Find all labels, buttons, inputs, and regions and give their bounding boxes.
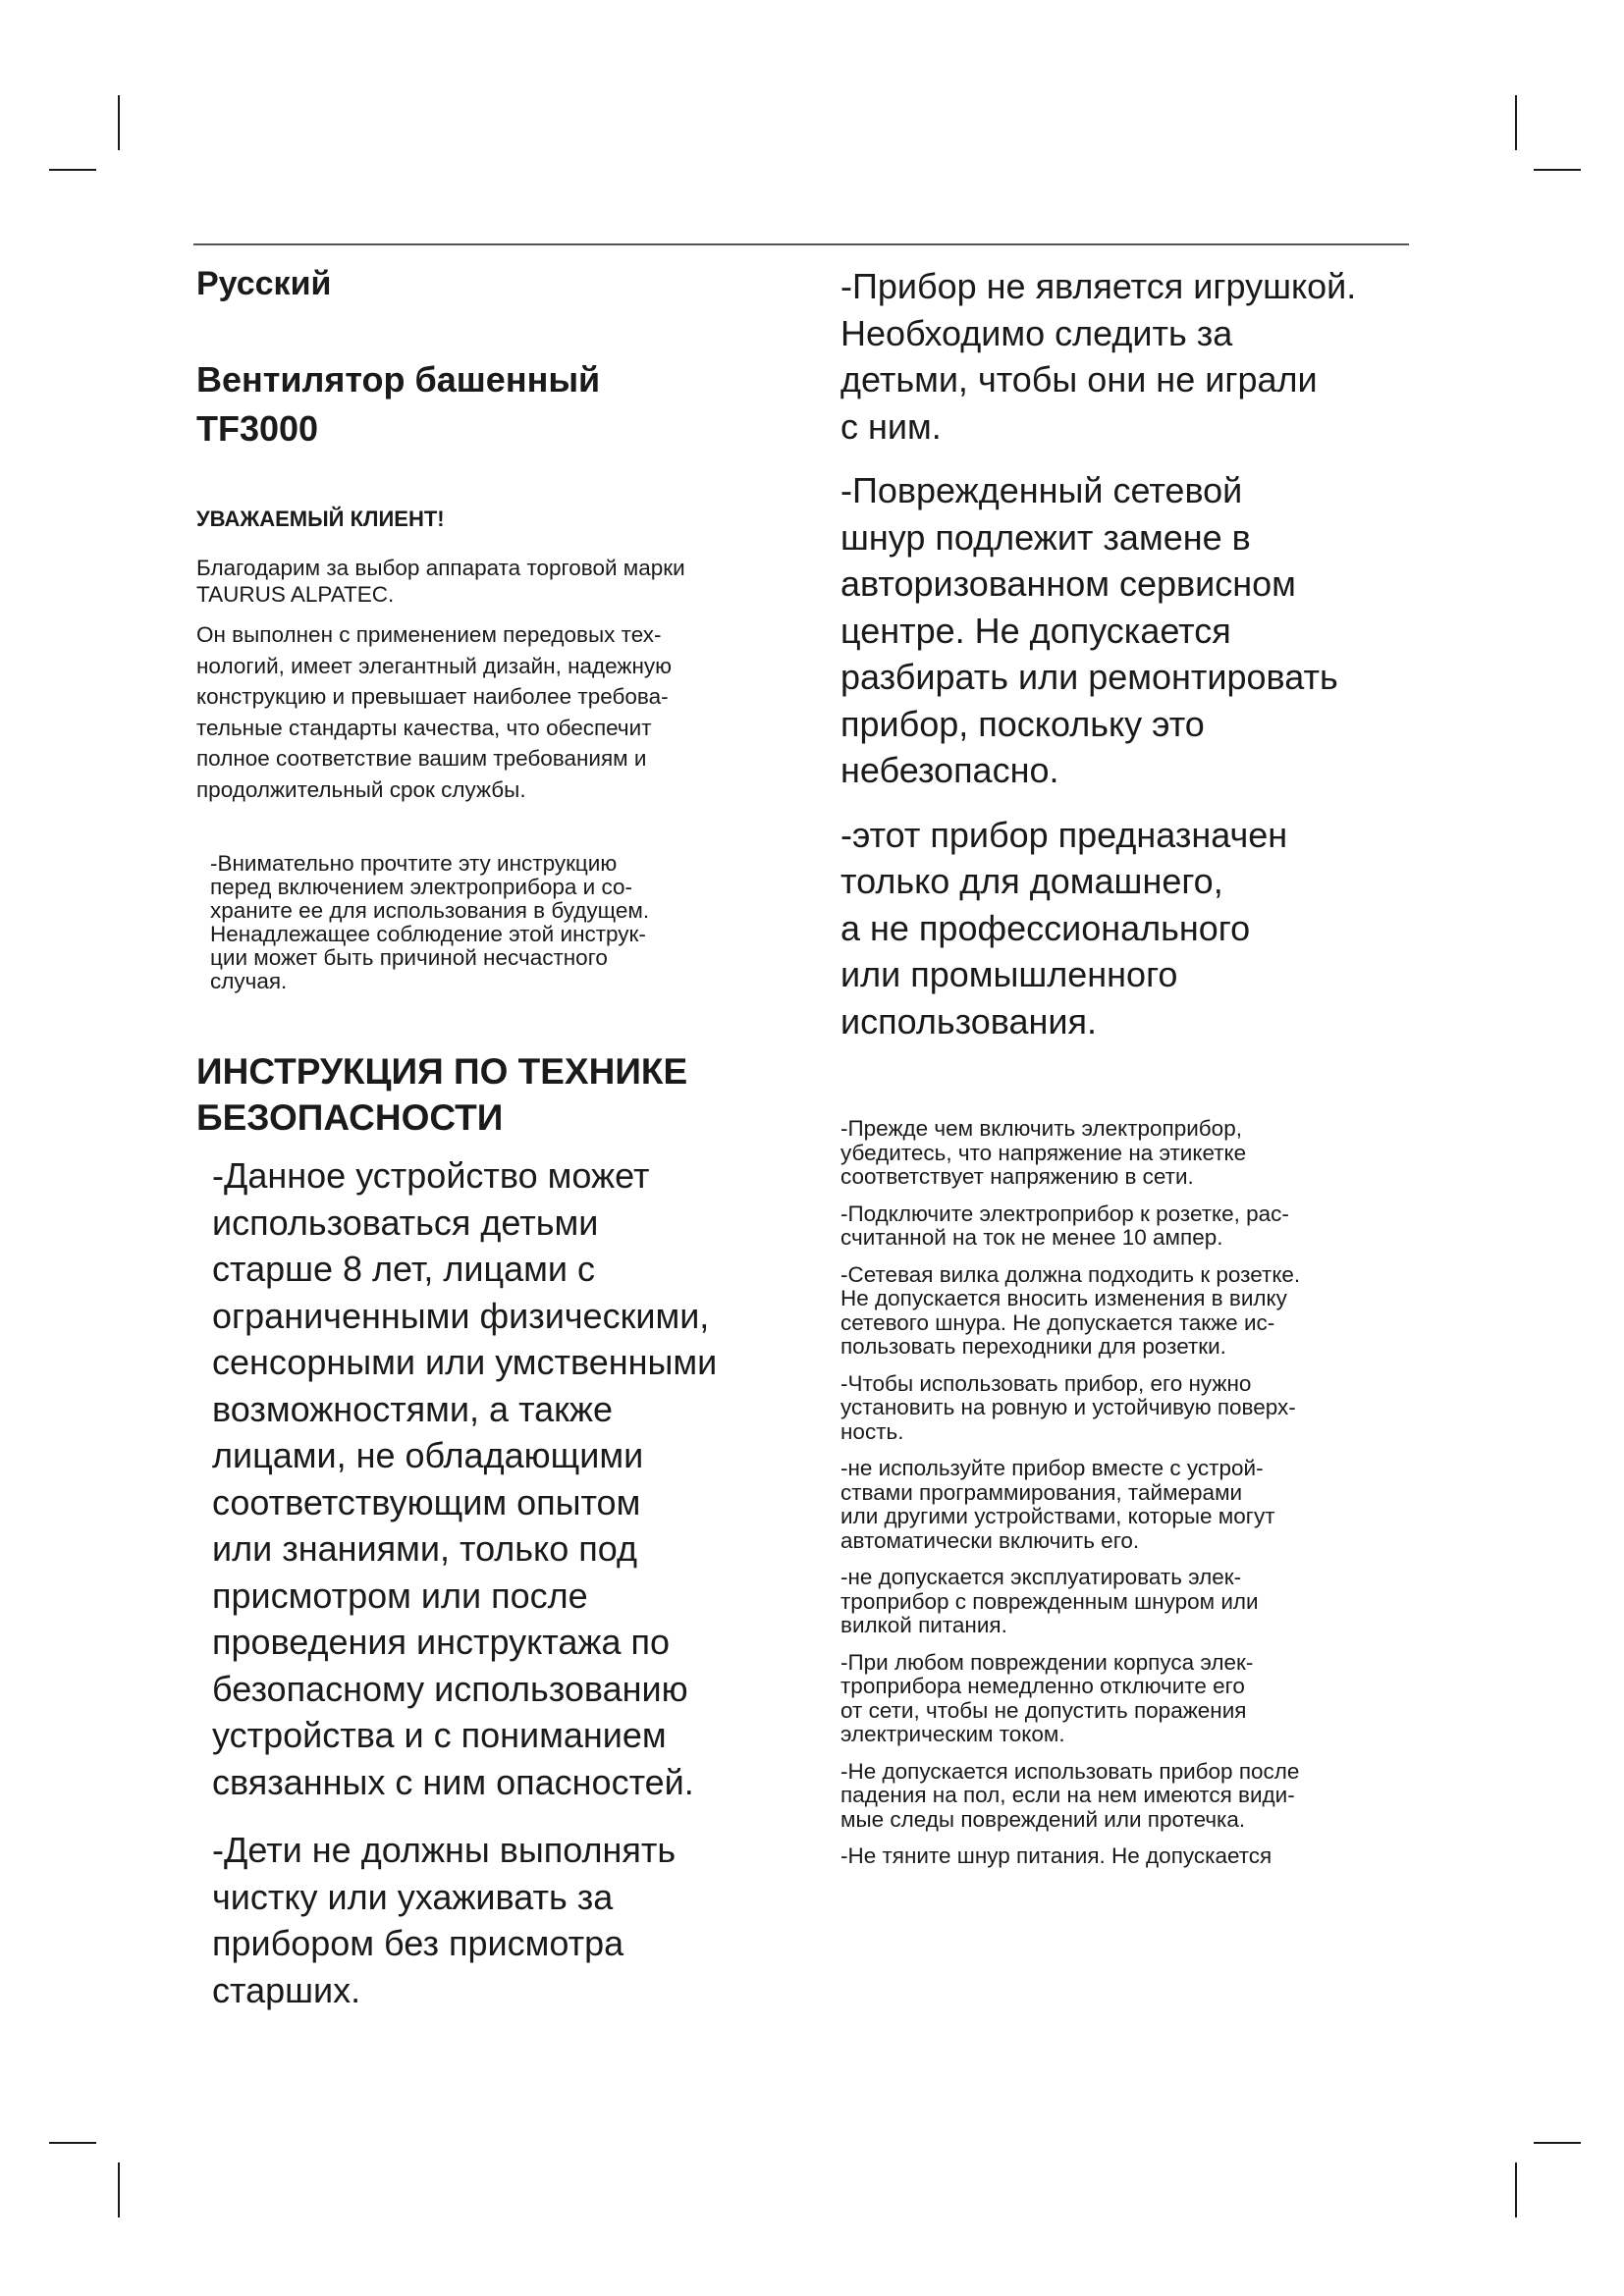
header-rule — [193, 243, 1409, 245]
crop-mark-bottom-left-horizontal — [49, 2142, 96, 2144]
safety-item-household-use: -этот прибор предназначен только для домашнего, а не профессионального или промышленного использования. — [840, 814, 1288, 1041]
crop-mark-top-right-vertical — [1515, 95, 1517, 150]
crop-mark-top-right-horizontal — [1534, 169, 1581, 171]
safety-item-damaged-plug: -не допускается эксплуатировать элек- троприбор с поврежденным шнуром или вилкой питания. — [840, 1565, 1259, 1637]
crop-mark-bottom-right-horizontal — [1534, 2142, 1581, 2144]
language-label: Русский — [196, 265, 332, 302]
safety-heading: ИНСТРУКЦИЯ ПО ТЕХНИКЕ БЕЗОПАСНОСТИ — [196, 1051, 688, 1138]
safety-item-stable-surface: -Чтобы использовать прибор, его нужно установить на ровную и устойчивую поверх- ность. — [840, 1370, 1296, 1444]
right-column — [840, 263, 1469, 1869]
description-paragraph: Он выполнен с применением передовых тех- нологий, имеет элегантный дизайн, надежную конструкцию и превышает наиболее требова- тельные стандарты качества, что обеспечит полное соответствие вашим требованиям и продолжительный срок службы. — [196, 622, 673, 802]
safety-item-damaged-cord: -Поврежденный сетевой шнур подлежит замене в авторизованном сервисном центре. Не допускается разбирать или ремонтировать прибор, поскольку это небезопасно. — [840, 470, 1338, 790]
left-column — [196, 263, 805, 2013]
crop-mark-bottom-right-vertical — [1515, 2163, 1517, 2217]
safety-item-housing-damage: -При любом повреждении корпуса элек- троприбора немедленно отключите его от сети, чтобы не допустить поражения электрическим током. — [840, 1649, 1254, 1746]
read-instructions-paragraph: -Внимательно прочтите эту инструкцию перед включением электроприбора и со- храните ее для использования в будущем. Ненадлежащее соблюдение этой инструк- ции может быть причиной несчастного случая. — [210, 851, 650, 993]
safety-item-plug-fit: -Сетевая вилка должна подходить к розетке. Не допускается вносить изменения в вилку сетевого шнура. Не допускается также ис- пользовать переходники для розетки. — [840, 1261, 1301, 1359]
product-title: Вентилятор башенный TF3000 — [196, 359, 601, 449]
crop-mark-top-left-horizontal — [49, 169, 96, 171]
safety-item-not-toy: -Прибор не является игрушкой. Необходимо следить за детьми, чтобы они не играли с ним. — [840, 266, 1357, 447]
safety-item-voltage-check: -Прежде чем включить электроприбор, убедитесь, что напряжение на этикетке соответствует напряжению в сети. — [840, 1116, 1247, 1189]
safety-item-power-cord: -Не тяните шнур питания. Не допускается — [840, 1843, 1272, 1868]
thanks-paragraph: Благодарим за выбор аппарата торговой марки TAURUS ALPATEC. — [196, 556, 685, 607]
crop-mark-bottom-left-vertical — [118, 2163, 120, 2217]
safety-item-after-fall: -Не допускается использовать прибор после падения на пол, если на нем имеются види- мые следы повреждений или протечка. — [840, 1758, 1300, 1832]
crop-mark-top-left-vertical — [118, 95, 120, 150]
safety-item-socket-rating: -Подключите электроприбор к розетке, рас- считанной на ток не менее 10 ампер. — [840, 1201, 1289, 1250]
safety-item-no-timers: -не используйте прибор вместе с устрой- ствами программирования, таймерами или другими устройствами, которые могут автоматически включить его. — [840, 1456, 1275, 1553]
safety-item-children-usage: -Данное устройство может использоваться детьми старше 8 лет, лицами с ограниченными физическими, сенсорными или умственными возможностями, а также лицами, не обладающими соответствующим опытом или знаниями, только под присмотром или после проведения инструктажа по безопасному использованию устройства и с пониманием связанных с ним опасностей. — [212, 1155, 718, 1802]
greeting-heading: УВАЖАЕМЫЙ КЛИЕНТ! — [196, 507, 445, 531]
safety-item-children-cleaning: -Дети не должны выполнять чистку или ухаживать за прибором без присмотра старших. — [212, 1830, 677, 2010]
